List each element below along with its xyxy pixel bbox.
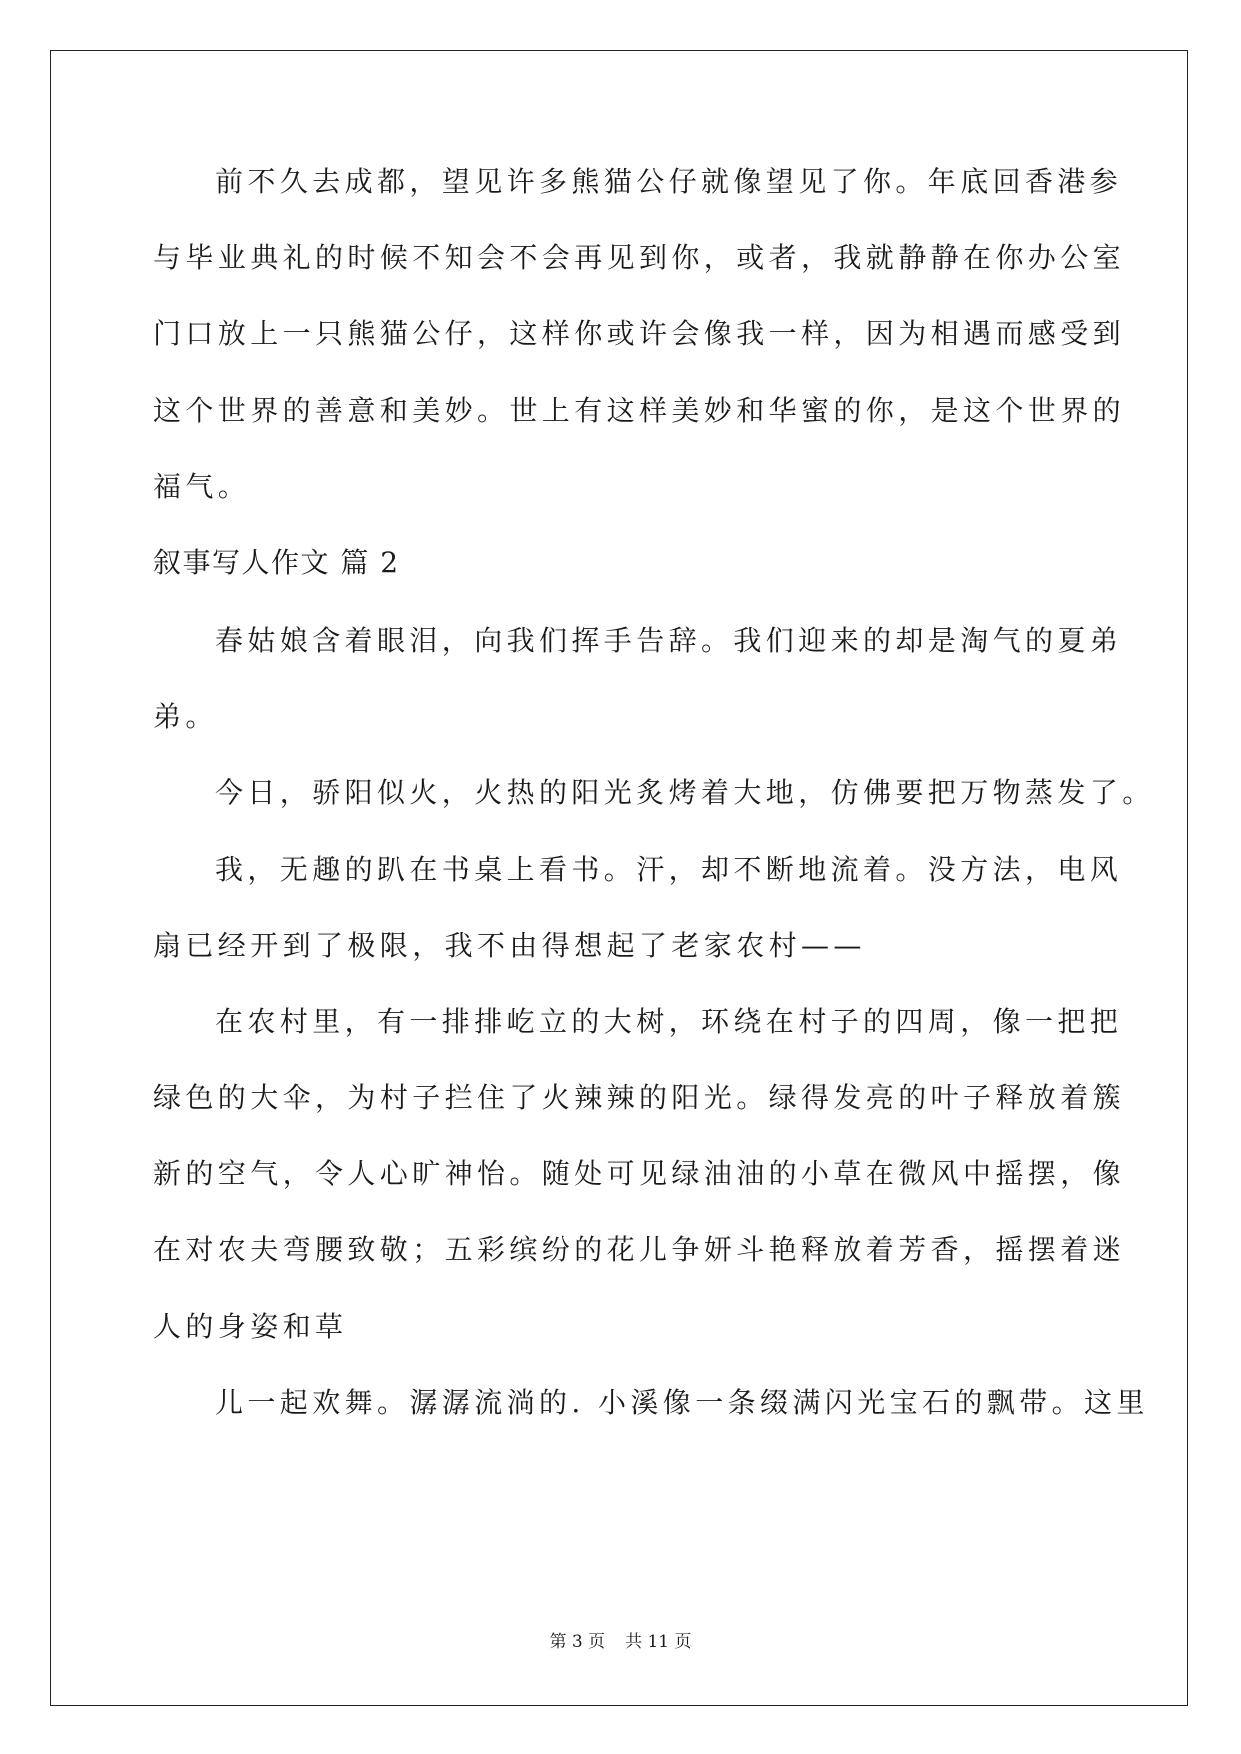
- paragraph-line: 扇已经开到了极限，我不由得想起了老家农村——: [153, 928, 866, 962]
- paragraph-line: 门口放上一只熊猫公仔，这样你或许会像我一样，因为相遇而感受到: [153, 317, 1126, 351]
- paragraph-line: 福气。: [153, 469, 251, 503]
- paragraph-line: 前不久去成都，望见许多熊猫公仔就像望见了你。年底回香港参: [215, 165, 1123, 198]
- paragraph-line: 我，无趣的趴在书桌上看书。汗，却不断地流着。没方法，电风: [215, 852, 1123, 886]
- paragraph-line: 弟。: [153, 700, 218, 734]
- page-total: 共 11 页: [625, 1632, 692, 1652]
- paragraph-line: 春姑娘含着眼泪，向我们挥手告辞。我们迎来的却是淘气的夏弟: [215, 623, 1123, 657]
- paragraph-line: 儿一起欢舞。潺潺流淌的. 小溪像一条缀满闪光宝石的飘带。这里: [215, 1385, 1149, 1419]
- paragraph-line: 人的身姿和草: [153, 1309, 348, 1343]
- document-body: [153, 160, 1155, 1457]
- section-heading: 叙事写人作文 篇 2: [153, 545, 400, 579]
- page-number: 第 3 页: [549, 1632, 606, 1652]
- paragraph-line: 绿色的大伞，为村子拦住了火辣辣的阳光。绿得发亮的叶子释放着簇: [153, 1081, 1126, 1115]
- paragraph-line: 这个世界的善意和美妙。世上有这样美妙和华蜜的你，是这个世界的: [153, 393, 1126, 427]
- paragraph-line: 在农村里，有一排排屹立的大树，环绕在村子的四周，像一把把: [215, 1004, 1123, 1038]
- page-footer: [0, 1632, 1241, 1652]
- paragraph-line: 今日，骄阳似火，火热的阳光炙烤着大地，仿佛要把万物蒸发了。: [215, 776, 1155, 810]
- paragraph-line: 与毕业典礼的时候不知会不会再见到你，或者，我就静静在你办公室: [153, 241, 1126, 275]
- paragraph-line: 在对农夫弯腰致敬；五彩缤纷的花儿争妍斗艳释放着芳香，摇摆着迷: [153, 1233, 1126, 1267]
- paragraph-line: 新的空气，令人心旷神怡。随处可见绿油油的小草在微风中摇摆，像: [153, 1157, 1126, 1191]
